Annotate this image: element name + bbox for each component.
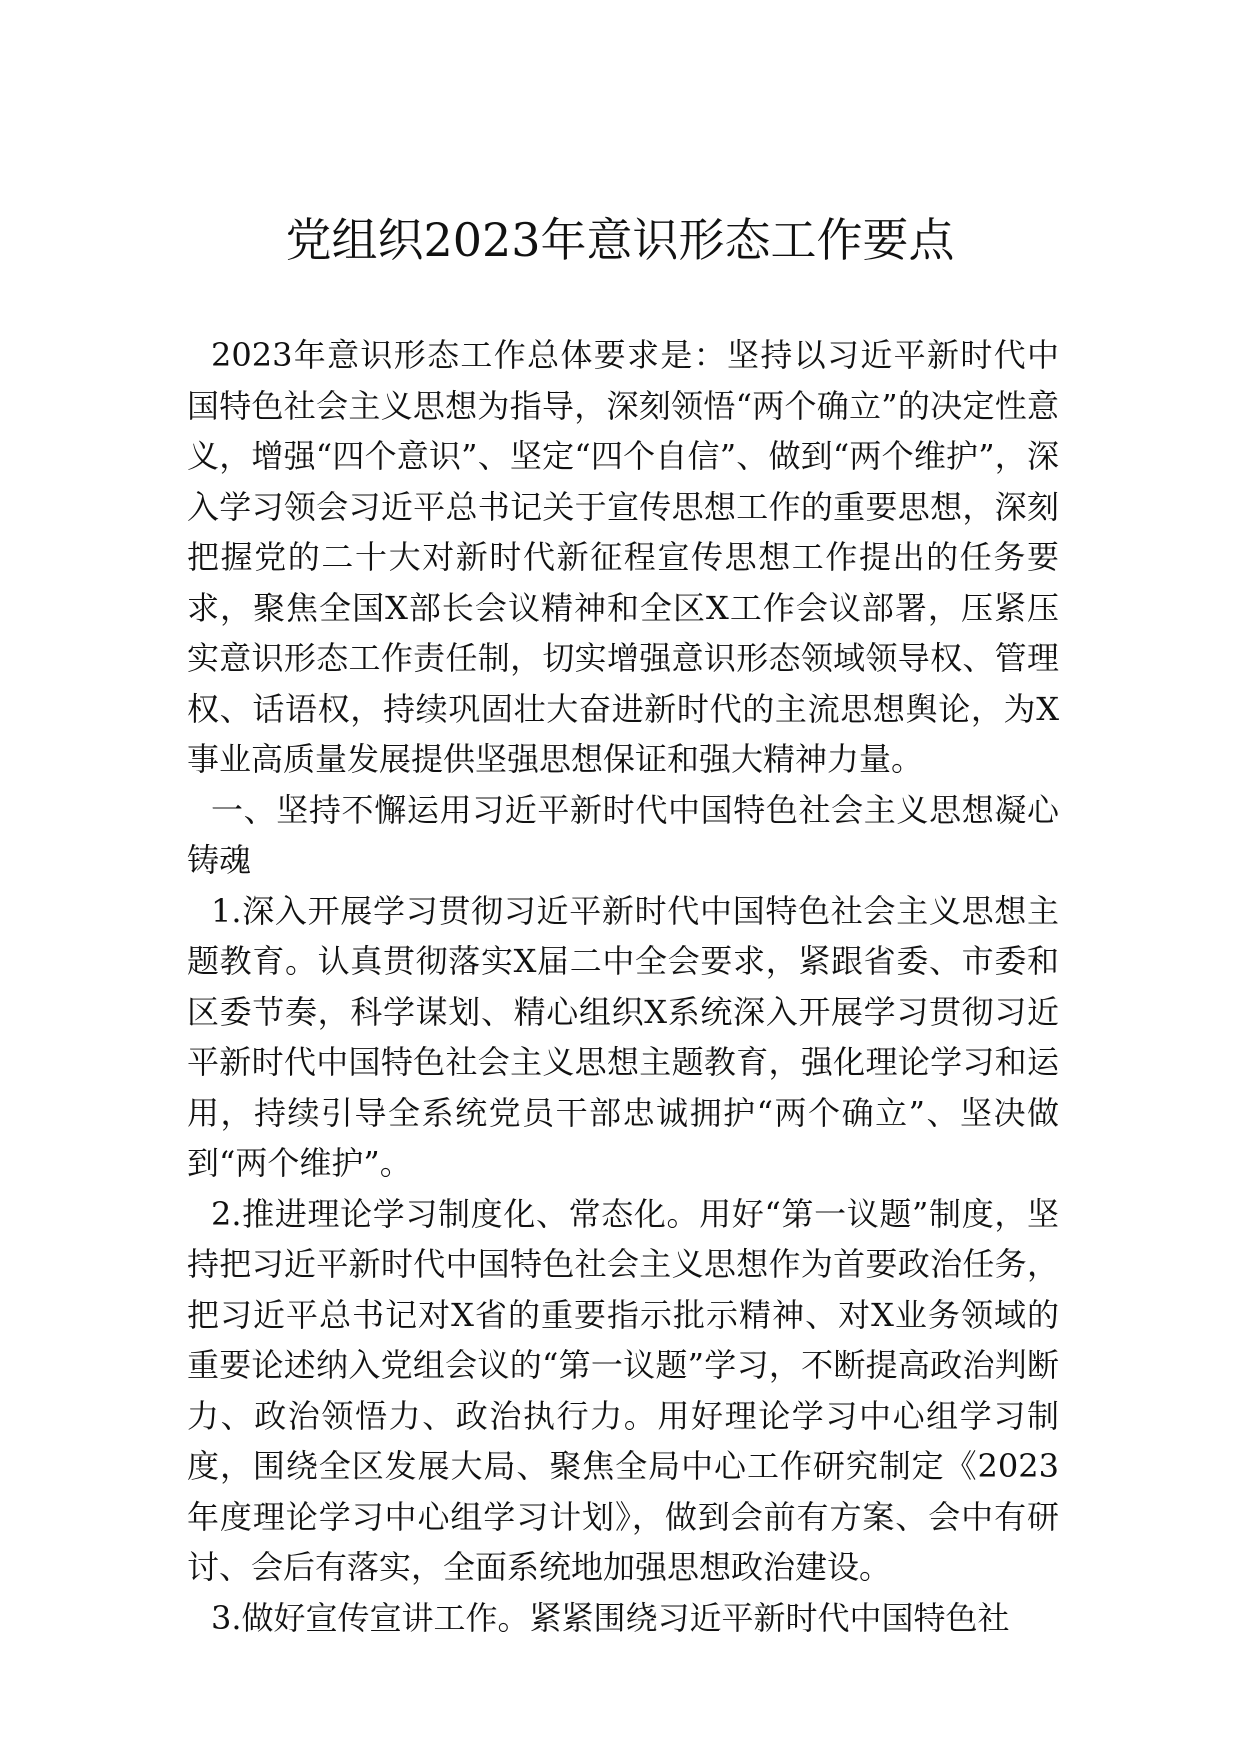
paragraph-item-1: 1.深入开展学习贯彻习近平新时代中国特色社会主义思想主题教育。认真贯彻落实X届二中全会要求，紧跟省委、市委和区委节奏，科学谋划、精心组织X系统深入开展学习贯彻习近平新时代中国特色社会主义思想主题教育，强化理论学习和运用，持续引导全系统党员干部忠诚拥护“两个确立”、坚决做到“两个维护”。 (187, 891, 1059, 1182)
document-body (187, 330, 1059, 1643)
paragraph-overall-requirements: 2023年意识形态工作总体要求是：坚持以习近平新时代中国特色社会主义思想为指导，深刻领悟“两个确立”的决定性意义，增强“四个意识”、坚定“四个自信”、做到“两个维护”，深入学习领会习近平总书记关于宣传思想工作的重要思想，深刻把握党的二十大对新时代新征程宣传思想工作提出的任务要求，聚焦全国X部长会议精神和全区X工作会议部署，压紧压实意识形态工作责任制，切实增强意识形态领域领导权、管理权、话语权，持续巩固壮大奋进新时代的主流思想舆论，为X事业高质量发展提供坚强思想保证和强大精神力量。 (187, 336, 1059, 778)
document-title: 党组织2023年意识形态工作要点 (285, 213, 955, 267)
paragraph-item-2: 2.推进理论学习制度化、常态化。用好“第一议题”制度，坚持把习近平新时代中国特色社会主义思想作为首要政治任务，把习近平总书记对X省的重要指示批示精神、对X业务领域的重要论述纳入党组会议的“第一议题”学习，不断提高政治判断力、政治领悟力、政治执行力。用好理论学习中心组学习制度，围绕全区发展大局、聚焦全局中心工作研究制定《2023年度理论学习中心组学习计划》，做到会前有方案、会中有研讨、会后有落实，全面系统地加强思想政治建设。 (187, 1194, 1059, 1586)
paragraph-item-3: 3.做好宣传宣讲工作。紧紧围绕习近平新时代中国特色社 (211, 1598, 1010, 1637)
section-heading-1: 一、坚持不懈运用习近平新时代中国特色社会主义思想凝心铸魂 (187, 790, 1059, 879)
